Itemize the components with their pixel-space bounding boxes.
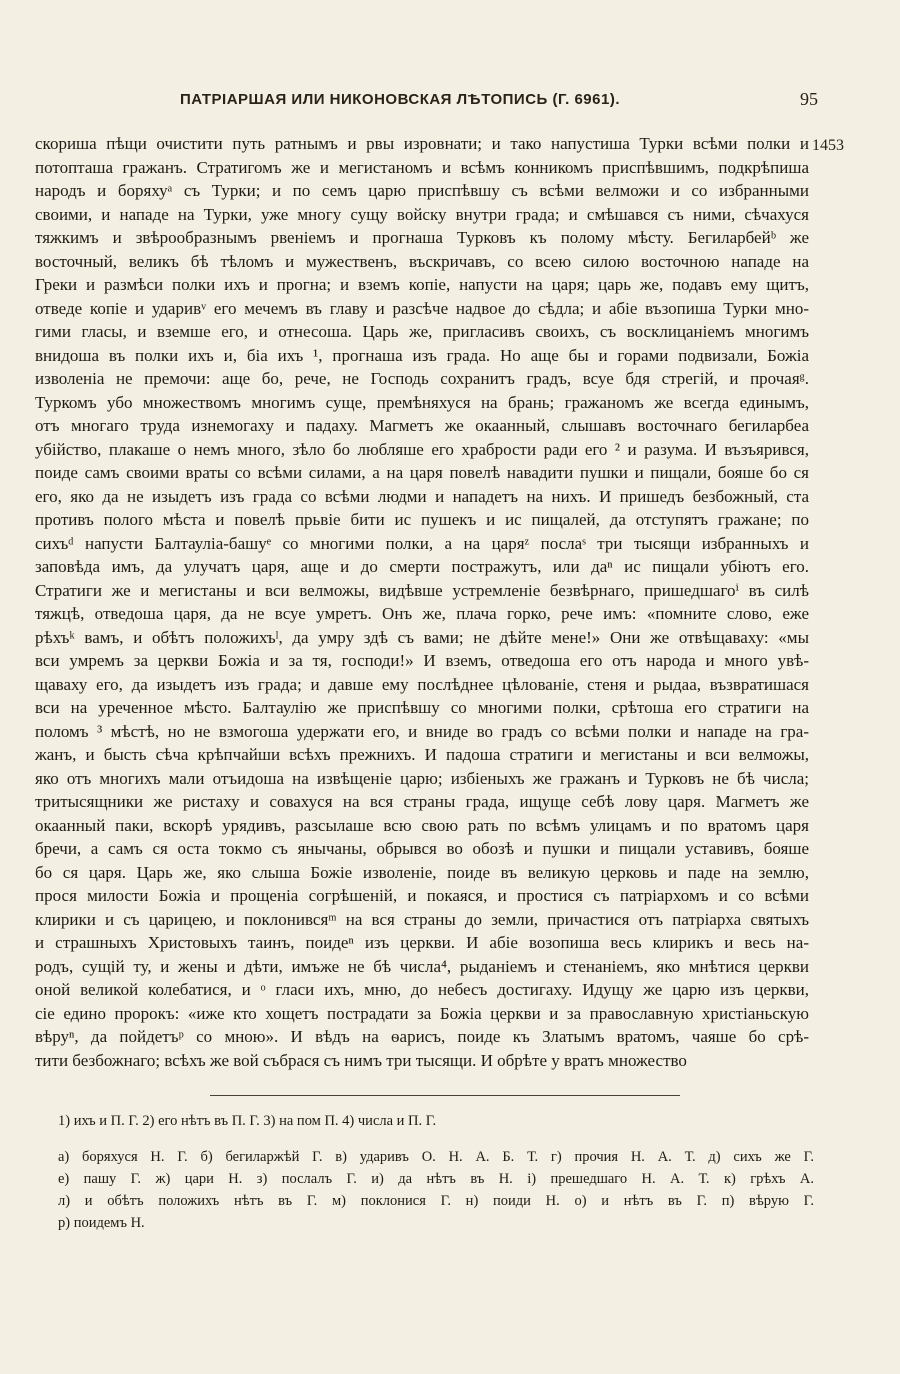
text-line: внидоша въ полки ихъ и, біа ихъ ¹, прогнаша изъ града. Но аще бы и горами подвизали, Божіа xyxy=(35,345,809,365)
footnotes xyxy=(58,1110,814,1234)
text-line: изволеніа не премочи: аще бо, рече, не Господь сохранитъ градъ, всуе бдя стрегій, и прочаяᵍ. xyxy=(35,369,809,388)
variant-footnote-line: е) пашу Г. ж) цари Н. з) послалъ Г. и) да нѣтъ въ Н. і) прешедшаго Н. А. Т. к) грѣхъ А. xyxy=(58,1171,814,1187)
text-line: оной великой колебатися, и ᵒ гласи ихъ, мню, до небесъ достигаху. Идущу же царю изъ церкви, xyxy=(35,980,809,999)
text-line: народъ и боряхуᵃ съ Турки; и по семъ царю приспѣвшу съ всѣми велможи и со избранными xyxy=(35,181,809,200)
footnote-divider xyxy=(210,1095,680,1096)
text-line: тяжцѣ, отведоша царя, да не всуе умретъ. Онъ же, плача горко, рече имъ: «помните слово, еже xyxy=(35,604,809,623)
text-line: своими, и нападе на Турки, уже многу сущу войску внутри града; и смѣшався съ ними, сѣчахуся xyxy=(35,204,809,224)
text-line: Греки и размѣси полки ихъ и прогна; и вземъ копіе, напусти на царя; царь же, подавъ ему щитъ, xyxy=(35,275,809,294)
text-line: отъ многаго труда изнемогаху и падаху. Магметъ же окаанный, слышавъ восточнаго бегиларбеа xyxy=(35,416,809,435)
main-text xyxy=(35,132,809,1072)
text-line: убійство, плакаше о немъ много, зѣло бо любляше его храбрости ради его ² и разума. И възъярився, xyxy=(35,439,809,459)
text-line: скориша пѣщи очистити путь ратнымъ и рвы изровнати; и тако напустиша Турки всѣми полки и xyxy=(35,134,809,153)
text-line: отведе копіе и ударивᵛ его мечемъ въ главу и разсѣче надвое до сѣдла; и абіе възопиша Турки мно- xyxy=(35,298,809,318)
text-line: прося милости Божіа и прощеніа согрѣшеній, и покаяся, и простися съ патріархомъ и со всѣми xyxy=(35,886,809,905)
text-line: сіе едино пророкъ: «иже кто хощетъ пострадати за Божіа церкви и за православную христіаньскую xyxy=(35,1003,809,1023)
text-line: бречи, а самъ ся оста токмо съ янычаны, обрывся во обозѣ и пушки и пищали уставивъ, бояше xyxy=(35,839,809,858)
text-line: яко отъ многихъ мали отъидоша на извѣщеніе царю; избіеныхъ же гражанъ и Турковъ не бѣ числа; xyxy=(35,768,809,788)
text-line: и страшныхъ Христовыхъ таинъ, поидеⁿ изъ церкви. И абіе возопиша весь клирикъ и весь на- xyxy=(35,933,809,952)
text-line: родъ, сущій ту, и жены и дѣти, имъже не бѣ числа⁴, рыданіемъ и стенаніемъ, яко мнѣтися церкви xyxy=(35,956,809,976)
text-line: рѣхъᵏ вамъ, и обѣтъ положихъˡ, да умру здѣ съ вами; не дѣйте мене!» Они же отвѣщаваху: «мы xyxy=(35,627,809,647)
running-head xyxy=(0,91,900,115)
text-line: поиде самъ своими враты со всѣми силами, а на царя повелѣ навадити пушки и пищали, бояше бо ся xyxy=(35,463,809,482)
text-line: тяжкимъ и звѣрообразнымъ рвеніемъ и прогнаша Турковъ къ полому мѣсту. Бегиларбейᵇ же xyxy=(35,228,809,247)
text-line: Стратиги же и мегистаны и вси велможы, видѣвше устремленіе безвѣрнаго, пришедшагоⁱ въ силѣ xyxy=(35,580,809,600)
text-line: его, яко да не изыдетъ изъ града со всѣми людми и нападетъ на нихъ. И пришедъ безбожный, ста xyxy=(35,486,809,506)
text-line: вси на уреченное мѣсто. Балтаулію же приспѣвшу со многими полки, срѣтоша его стратиги на xyxy=(35,698,809,717)
text-line: щаваху его, да изыдетъ изъ града; и давше ему послѣднее цѣлованіе, стеня и рыдаа, възвратишася xyxy=(35,674,809,694)
text-line: клирики и съ царицею, и поклонивсяᵐ на вся страны до земли, причастися отъ патріарха святыхъ xyxy=(35,909,809,929)
text-line: окаанный паки, вскорѣ урядивъ, разсылаше всю свою рать по всѣмъ улицамъ и по вратомъ царя xyxy=(35,815,809,835)
text-line: жанъ, и бысть сѣча крѣпчайши всѣхъ прежнихъ. И падоша стратиги и мегистаны и вси велможы, xyxy=(35,745,809,764)
text-line: восточный, великъ бѣ тѣломъ и мужественъ, въскричавъ, со всею силою восточною нападе на xyxy=(35,251,809,271)
page-number: 95 xyxy=(800,89,818,109)
text-line: противъ полого мѣста и повелѣ прьвіе бити ис пушекъ и ис пищалей, да отступятъ гражане; по xyxy=(35,510,809,529)
text-line: сихъᵈ напусти Балтауліа-башуᵉ со многими полки, а на царяᶻ послаˢ три тысящи избранныхъ и xyxy=(35,533,809,553)
page-title: ПАТРІАРШАЯ ИЛИ НИКОНОВСКАЯ ЛѢТОПИСЬ (Г. 6961). xyxy=(180,91,620,108)
text-line: вѣруⁿ, да пойдетъᵖ со мною». И вѣдъ на ѳарисъ, поиде къ Златымъ вратомъ, чаяше бо срѣ- xyxy=(35,1027,809,1046)
margin-year: 1453 xyxy=(812,137,844,154)
text-line: тритысящники же ристаху и совахуся на вся страны града, ищуще себѣ лову царя. Магметъ же xyxy=(35,792,809,811)
text-line: тити безбожнаго; всѣхъ же вой събрася съ нимъ три тысящи. И обрѣте у вратъ множество xyxy=(35,1050,687,1070)
variant-footnote-line: а) боряхуся Н. Г. б) бегиларжѣй Г. в) ударивъ О. Н. А. Б. Т. г) прочия Н. А. Т. д) сихъ же Г. xyxy=(58,1149,814,1165)
variant-footnote-line: р) поидемъ Н. xyxy=(58,1215,145,1231)
text-line: вси умремъ за церкви Божіа и за тя, господи!» И вземъ, отведоша его отъ народа и много увѣ- xyxy=(35,651,809,670)
text-line: бо ся царя. Царь же, яко слыша Божіе изволеніе, поиде въ великую церковь и паде на землю, xyxy=(35,862,809,882)
text-line: потопташа гражанъ. Стратигомъ же и мегистаномъ и всѣмъ конникомъ приспѣвшимъ, подкрѣпиша xyxy=(35,157,809,177)
text-line: гими гласы, и вземше его, и отнесоша. Царь же, пригласивъ своихъ, съ восклицаніемъ многимъ xyxy=(35,322,809,341)
variant-footnotes xyxy=(58,1146,814,1234)
variant-footnote-line: л) и обѣтъ положихъ нѣтъ въ Г. м) поклонися Г. н) поиди Н. о) и нѣтъ въ Г. п) вѣрую Г. xyxy=(58,1193,814,1209)
text-line: поломъ ³ мѣстѣ, но не взмогоша удержати его, и вниде во градъ со всѣми полки и нападе на гра- xyxy=(35,721,809,741)
numbered-footnotes: 1) ихъ и П. Г. 2) его нѣтъ въ П. Г. 3) на пом П. 4) числа и П. Г. xyxy=(58,1113,437,1129)
text-line: заповѣда имъ, да улучатъ царя, аще и до смерти постражутъ, или даⁿ ис пищали убіютъ его. xyxy=(35,557,809,576)
text-line: Туркомъ убо множествомъ многимъ суще, премѣняхуся на брань; гражаномъ же всегда единымъ, xyxy=(35,392,809,412)
